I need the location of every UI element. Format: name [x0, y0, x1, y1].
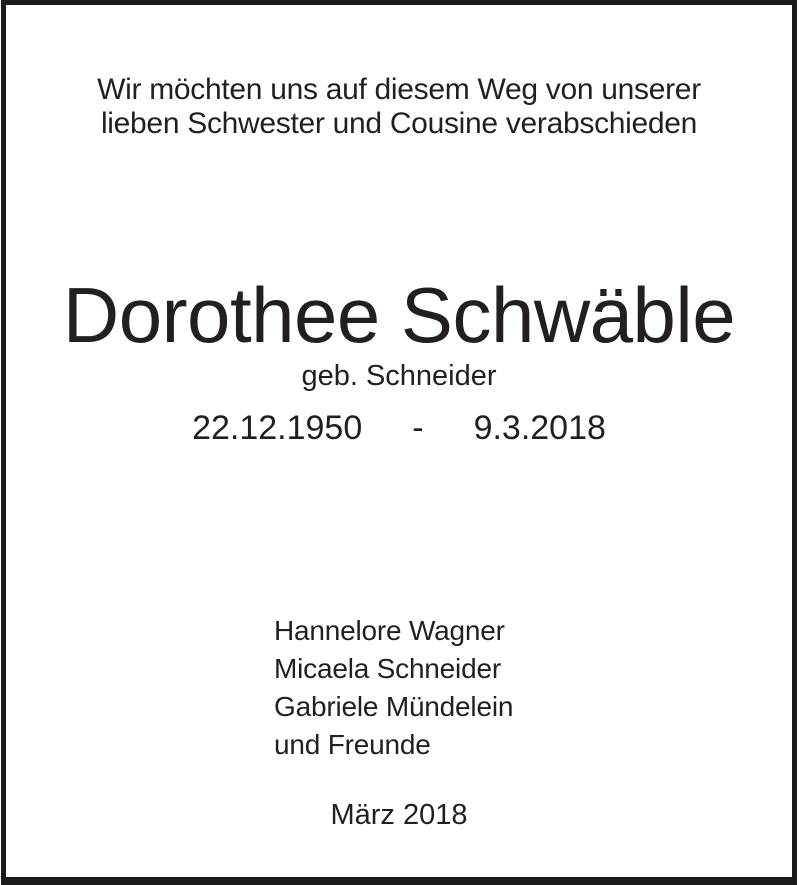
mourner-name: Micaela Schneider: [274, 653, 501, 684]
maiden-name: geb. Schneider: [301, 360, 497, 392]
mourner-name: Hannelore Wagner: [274, 615, 505, 646]
birth-date: 22.12.1950: [192, 409, 363, 447]
intro-line-2: lieben Schwester und Cousine verabschieden: [100, 107, 698, 140]
obituary-notice: [1, 0, 797, 885]
intro-line-1: Wir möchten uns auf diesem Weg von unserer: [97, 73, 701, 106]
mourner-name: Gabriele Mündelein: [274, 691, 514, 722]
deceased-name: Dorothee Schwäble: [62, 271, 736, 359]
intro-text: [6, 73, 792, 141]
mourner-name: und Freunde: [274, 729, 431, 760]
date-separator: -: [412, 409, 424, 447]
life-dates: [6, 411, 792, 445]
mourners-list: [274, 612, 513, 764]
publication-month: März 2018: [330, 799, 468, 831]
death-date: 9.3.2018: [473, 409, 606, 447]
